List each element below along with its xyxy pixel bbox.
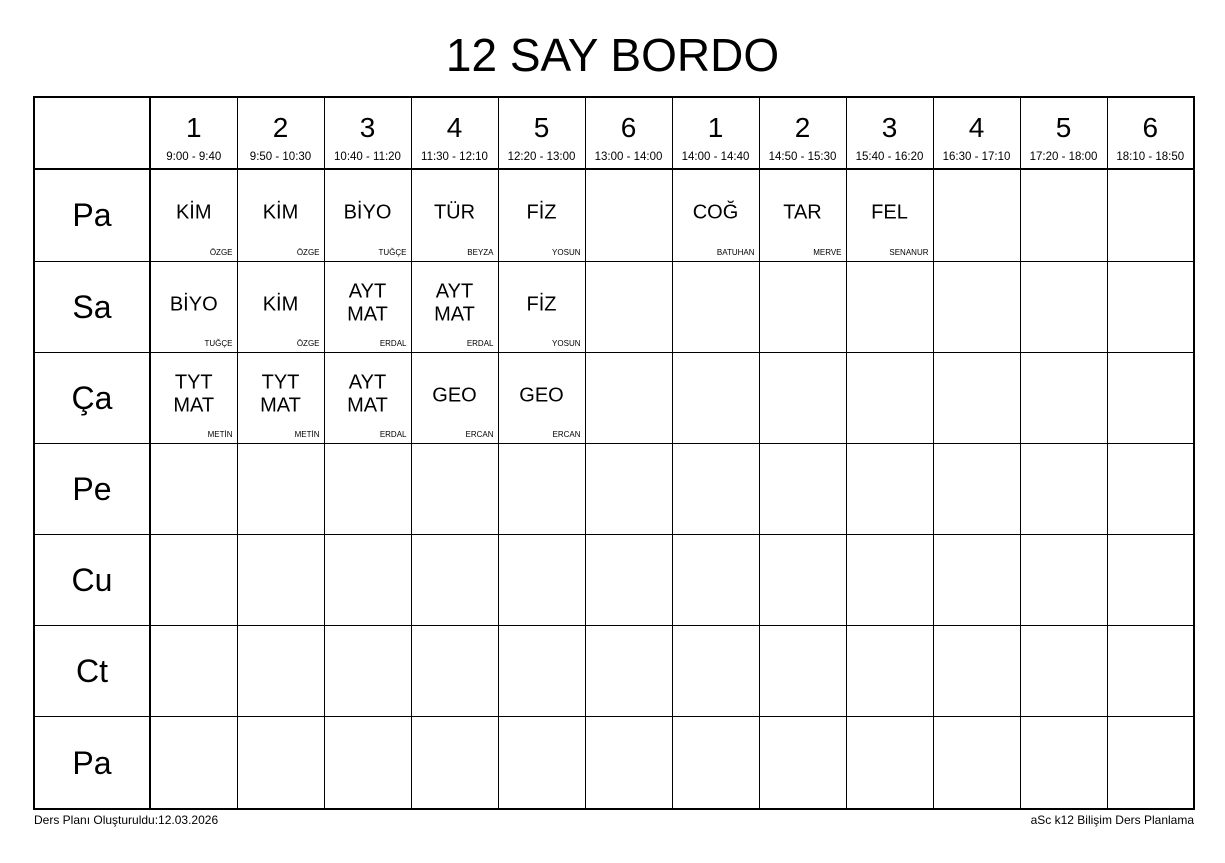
empty-cell [672, 717, 759, 809]
day-row [34, 261, 1194, 352]
lesson-teacher: METİN [207, 429, 233, 439]
period-header [1107, 97, 1194, 169]
empty-cell [933, 352, 1020, 443]
period-header [585, 97, 672, 169]
empty-cell [1107, 352, 1194, 443]
empty-cell [1020, 352, 1107, 443]
day-row [34, 534, 1194, 625]
empty-cell [585, 169, 672, 261]
lesson-cell [150, 169, 237, 261]
empty-cell [150, 717, 237, 809]
period-time: 9:00 - 9:40 [166, 151, 222, 163]
period-header [672, 97, 759, 169]
empty-cell [1020, 626, 1107, 717]
empty-cell [759, 352, 846, 443]
empty-cell [237, 717, 324, 809]
period-number: 6 [1142, 112, 1159, 143]
empty-cell [846, 261, 933, 352]
lesson-cell [498, 261, 585, 352]
empty-cell [585, 352, 672, 443]
period-time: 18:10 - 18:50 [1116, 151, 1185, 163]
empty-cell [846, 534, 933, 625]
lesson-subject: TYT MAT [260, 371, 301, 417]
lesson-subject: AYT MAT [434, 280, 475, 326]
empty-cell [585, 626, 672, 717]
day-label: Ça [71, 379, 113, 416]
lesson-teacher: YOSUN [552, 247, 581, 257]
lesson-subject: FEL [871, 202, 908, 225]
period-header [933, 97, 1020, 169]
day-row [34, 443, 1194, 534]
lesson-subject: BİYO [343, 202, 392, 225]
lesson-teacher: TUĞÇE [378, 247, 407, 257]
day-row [34, 626, 1194, 717]
period-number: 5 [533, 112, 550, 143]
empty-cell [933, 626, 1020, 717]
period-header [1020, 97, 1107, 169]
empty-cell [324, 626, 411, 717]
empty-cell [759, 261, 846, 352]
empty-cell [411, 626, 498, 717]
lesson-subject: KİM [262, 293, 299, 316]
period-header [237, 97, 324, 169]
empty-cell [498, 534, 585, 625]
lesson-subject: FİZ [526, 202, 557, 225]
period-number: 3 [359, 112, 376, 143]
lesson-teacher: MERVE [813, 247, 842, 257]
lesson-teacher: BATUHAN [716, 247, 755, 257]
empty-cell [933, 443, 1020, 534]
lesson-subject: KİM [262, 202, 299, 225]
day-label: Pe [72, 470, 112, 507]
period-header [498, 97, 585, 169]
period-number: 1 [185, 112, 202, 143]
lesson-teacher: YOSUN [552, 338, 581, 348]
lesson-teacher: BEYZA [467, 247, 494, 257]
period-header [411, 97, 498, 169]
empty-cell [1107, 261, 1194, 352]
period-time: 14:00 - 14:40 [681, 151, 750, 163]
lesson-subject: TYT MAT [173, 371, 215, 417]
lesson-subject: KİM [175, 202, 212, 225]
empty-cell [324, 534, 411, 625]
period-number: 5 [1055, 112, 1072, 143]
day-label-cell [34, 352, 150, 443]
empty-cell [933, 717, 1020, 809]
empty-cell [237, 534, 324, 625]
empty-cell [150, 534, 237, 625]
lesson-teacher: ÖZGE [296, 247, 320, 257]
period-header [846, 97, 933, 169]
day-label: Ct [76, 653, 108, 690]
lesson-teacher: ERDAL [379, 429, 407, 439]
lesson-subject: GEO [519, 384, 564, 407]
empty-cell [324, 717, 411, 809]
empty-cell [237, 443, 324, 534]
day-label: Cu [71, 562, 113, 599]
empty-cell [759, 717, 846, 809]
empty-cell [150, 443, 237, 534]
empty-cell [672, 261, 759, 352]
lesson-subject: GEO [432, 384, 477, 407]
lesson-cell [324, 261, 411, 352]
period-time: 16:30 - 17:10 [942, 151, 1011, 163]
empty-cell [672, 534, 759, 625]
period-time: 11:30 - 12:10 [421, 151, 488, 163]
lesson-cell [498, 352, 585, 443]
lesson-teacher: ÖZGE [209, 247, 233, 257]
empty-cell [585, 717, 672, 809]
lesson-subject: FİZ [526, 293, 557, 316]
lesson-cell [498, 169, 585, 261]
lesson-cell [411, 169, 498, 261]
period-time: 17:20 - 18:00 [1029, 151, 1098, 163]
day-label: Pa [72, 744, 112, 781]
empty-cell [1107, 717, 1194, 809]
empty-cell [411, 534, 498, 625]
period-time: 13:00 - 14:00 [594, 151, 663, 163]
lesson-cell [237, 169, 324, 261]
lesson-teacher: ÖZGE [296, 338, 320, 348]
period-time: 9:50 - 10:30 [249, 151, 312, 163]
period-time: 14:50 - 15:30 [768, 151, 837, 163]
empty-cell [237, 626, 324, 717]
empty-cell [1020, 443, 1107, 534]
lesson-cell [150, 352, 237, 443]
lesson-cell [237, 352, 324, 443]
empty-cell [498, 626, 585, 717]
day-row [34, 352, 1194, 443]
corner-cell [34, 97, 150, 169]
day-label-cell [34, 534, 150, 625]
lesson-subject: AYT MAT [347, 371, 388, 417]
day-label: Pa [72, 197, 112, 234]
day-label-cell [34, 626, 150, 717]
empty-cell [585, 443, 672, 534]
empty-cell [933, 169, 1020, 261]
day-row [34, 169, 1194, 261]
empty-cell [324, 443, 411, 534]
period-time: 12:20 - 13:00 [507, 151, 576, 163]
empty-cell [846, 717, 933, 809]
period-number: 4 [968, 112, 985, 143]
lesson-cell [237, 261, 324, 352]
empty-cell [933, 534, 1020, 625]
empty-cell [411, 443, 498, 534]
empty-cell [759, 626, 846, 717]
period-header [324, 97, 411, 169]
empty-cell [672, 352, 759, 443]
day-label-cell [34, 169, 150, 261]
lesson-cell [324, 352, 411, 443]
day-label-cell [34, 443, 150, 534]
day-label-cell [34, 261, 150, 352]
period-header [759, 97, 846, 169]
lesson-subject: BİYO [169, 293, 218, 316]
empty-cell [933, 261, 1020, 352]
lesson-teacher: ERDAL [379, 338, 407, 348]
period-number: 2 [272, 112, 289, 143]
empty-cell [498, 443, 585, 534]
empty-cell [759, 534, 846, 625]
lesson-cell [150, 261, 237, 352]
period-number: 1 [707, 112, 724, 143]
software-credit: aSc k12 Bilişim Ders Planlama [1030, 813, 1194, 827]
period-number: 2 [794, 112, 811, 143]
empty-cell [585, 534, 672, 625]
empty-cell [846, 352, 933, 443]
lesson-teacher: ERCAN [465, 429, 494, 439]
lesson-subject: COĞ [692, 202, 739, 225]
empty-cell [1107, 626, 1194, 717]
lesson-cell [759, 169, 846, 261]
lesson-cell [411, 352, 498, 443]
lesson-teacher: TUĞÇE [204, 338, 233, 348]
lesson-teacher: ERCAN [552, 429, 581, 439]
lesson-teacher: ERDAL [466, 338, 494, 348]
lesson-subject: AYT MAT [347, 280, 388, 326]
lesson-cell [324, 169, 411, 261]
empty-cell [1020, 169, 1107, 261]
lesson-cell [846, 169, 933, 261]
empty-cell [672, 443, 759, 534]
period-number: 6 [620, 112, 637, 143]
empty-cell [1020, 534, 1107, 625]
empty-cell [846, 443, 933, 534]
empty-cell [759, 443, 846, 534]
empty-cell [672, 626, 759, 717]
period-number: 3 [881, 112, 898, 143]
empty-cell [150, 626, 237, 717]
empty-cell [411, 717, 498, 809]
lesson-subject: TAR [783, 202, 822, 225]
period-time: 15:40 - 16:20 [855, 151, 924, 163]
day-label: Sa [72, 288, 112, 325]
timetable-grid [33, 96, 1195, 810]
lesson-teacher: METİN [294, 429, 320, 439]
empty-cell [498, 717, 585, 809]
empty-cell [1107, 443, 1194, 534]
created-date-note: Ders Planı Oluşturuldu:12.03.2026 [34, 813, 219, 827]
empty-cell [1107, 169, 1194, 261]
lesson-cell [411, 261, 498, 352]
empty-cell [1020, 261, 1107, 352]
period-header [150, 97, 237, 169]
empty-cell [1107, 534, 1194, 625]
day-row [34, 717, 1194, 809]
lesson-subject: TÜR [433, 202, 476, 225]
day-label-cell [34, 717, 150, 809]
lesson-teacher: SENANUR [889, 247, 929, 257]
period-time: 10:40 - 11:20 [334, 151, 401, 163]
lesson-cell [672, 169, 759, 261]
empty-cell [585, 261, 672, 352]
empty-cell [846, 626, 933, 717]
empty-cell [1020, 717, 1107, 809]
timetable-title: 12 SAY BORDO [445, 29, 780, 81]
period-number: 4 [446, 112, 463, 143]
